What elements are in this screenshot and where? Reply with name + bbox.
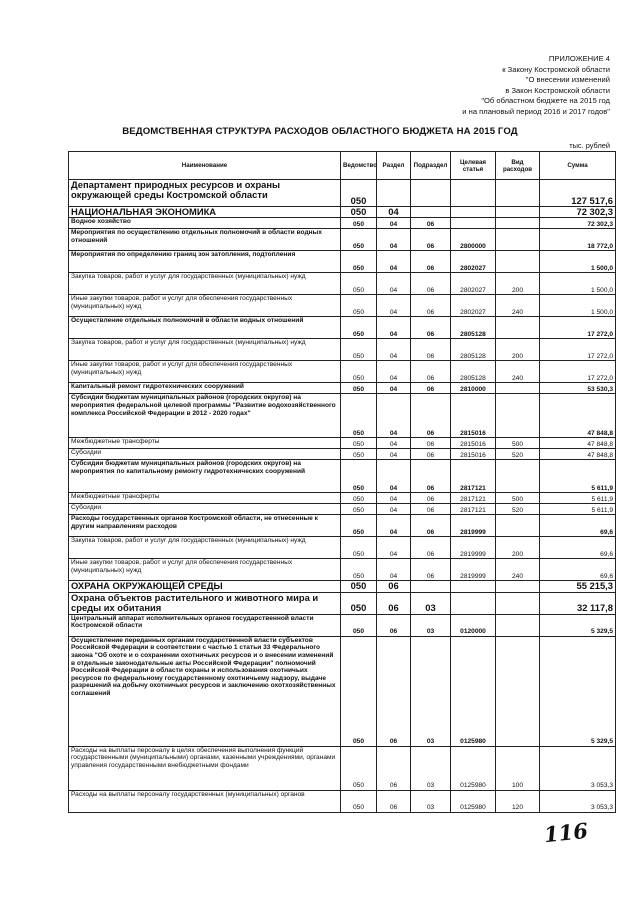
- cell-target-article: 2805128: [451, 361, 496, 383]
- cell-name: Субсидии: [69, 504, 341, 515]
- col-header-department: Ведомство: [341, 152, 377, 180]
- cell-target-article: 2817121: [451, 493, 496, 504]
- cell-department: 050: [341, 559, 377, 581]
- cell-subsection: 06: [411, 339, 451, 361]
- cell-subsection: 06: [411, 273, 451, 295]
- cell-section: 04: [377, 229, 411, 251]
- table-row: [69, 361, 616, 383]
- cell-subsection: 06: [411, 504, 451, 515]
- cell-target-article: 2802027: [451, 251, 496, 273]
- header-line: и на плановый период 2016 и 2017 годов": [462, 106, 610, 116]
- table-row: [69, 295, 616, 317]
- table-row: [69, 218, 616, 229]
- table-row: [69, 207, 616, 218]
- units-label: тыс. рублей: [569, 141, 610, 150]
- cell-department: 050: [341, 515, 377, 537]
- cell-section: 06: [377, 746, 411, 790]
- table-body: [69, 180, 616, 813]
- cell-name: Расходы на выплаты персоналу государственных (муниципальных) органов: [69, 790, 341, 812]
- cell-target-article: [451, 207, 496, 218]
- cell-section: [377, 180, 411, 207]
- cell-sum: 1 500,0: [540, 251, 616, 273]
- cell-target-article: 2800000: [451, 229, 496, 251]
- table-row: [69, 460, 616, 493]
- cell-target-article: 2819999: [451, 559, 496, 581]
- cell-sum: 1 500,0: [540, 295, 616, 317]
- cell-subsection: 06: [411, 559, 451, 581]
- cell-expense-type: [496, 460, 540, 493]
- col-header-expense-type: Вид расходов: [496, 152, 540, 180]
- cell-subsection: 06: [411, 229, 451, 251]
- cell-sum: 72 302,3: [540, 218, 616, 229]
- table-row: [69, 493, 616, 504]
- cell-sum: 1 500,0: [540, 273, 616, 295]
- cell-name: Департамент природных ресурсов и охраны окружающей среды Костромской области: [69, 180, 341, 207]
- cell-department: 050: [341, 229, 377, 251]
- cell-expense-type: 500: [496, 438, 540, 449]
- cell-subsection: 06: [411, 449, 451, 460]
- header-line: "О внесении изменений: [525, 75, 610, 85]
- cell-subsection: 03: [411, 592, 451, 614]
- cell-expense-type: [496, 581, 540, 592]
- cell-expense-type: 520: [496, 449, 540, 460]
- cell-target-article: 0125980: [451, 636, 496, 746]
- cell-expense-type: [496, 218, 540, 229]
- cell-department: 050: [341, 273, 377, 295]
- table-row: [69, 592, 616, 614]
- cell-target-article: 2810000: [451, 383, 496, 394]
- cell-target-article: 0120000: [451, 614, 496, 636]
- cell-expense-type: [496, 636, 540, 746]
- cell-sum: 53 530,3: [540, 383, 616, 394]
- cell-sum: 5 611,9: [540, 460, 616, 493]
- cell-expense-type: 200: [496, 273, 540, 295]
- cell-name: Субсидии бюджетам муниципальных районов (городских округов) на мероприятия федеральной целевой программы "Развитие водохозяйственного комплекса Российской Федерации в 2012 - 2020 годах": [69, 394, 341, 438]
- cell-section: 06: [377, 592, 411, 614]
- cell-name: Расходы государственных органов Костромской области, не отнесенные к другим направлениям расходов: [69, 515, 341, 537]
- cell-target-article: 2815016: [451, 394, 496, 438]
- cell-name: Иные закупки товаров, работ и услуг для обеспечения государственных (муниципальных) нужд: [69, 559, 341, 581]
- cell-section: 04: [377, 295, 411, 317]
- cell-expense-type: 240: [496, 361, 540, 383]
- cell-section: 04: [377, 251, 411, 273]
- table-row: [69, 746, 616, 790]
- cell-sum: 47 848,8: [540, 394, 616, 438]
- cell-name: Центральный аппарат исполнительных органов государственной власти Костромской области: [69, 614, 341, 636]
- cell-name: Расходы на выплаты персоналу в целях обеспечения выполнения функций государственными (муниципальными) органами, казенными учреждениями, органами управления государственными внебюджетными фондами: [69, 746, 341, 790]
- cell-sum: 17 272,0: [540, 361, 616, 383]
- table-row: [69, 273, 616, 295]
- cell-name: Субсидии: [69, 449, 341, 460]
- document-header: [462, 54, 610, 118]
- cell-section: 04: [377, 449, 411, 460]
- cell-sum: 3 053,3: [540, 746, 616, 790]
- header-line: "Об областном бюджете на 2015 год: [481, 96, 610, 106]
- cell-department: 050: [341, 537, 377, 559]
- cell-section: 04: [377, 339, 411, 361]
- table-row: [69, 581, 616, 592]
- cell-target-article: 2802027: [451, 295, 496, 317]
- cell-subsection: 06: [411, 394, 451, 438]
- cell-department: 050: [341, 339, 377, 361]
- cell-sum: 127 517,6: [540, 180, 616, 207]
- cell-department: 050: [341, 504, 377, 515]
- cell-section: 04: [377, 504, 411, 515]
- cell-sum: 55 215,3: [540, 581, 616, 592]
- table-row: [69, 559, 616, 581]
- table-row: [69, 339, 616, 361]
- cell-subsection: 03: [411, 636, 451, 746]
- cell-expense-type: [496, 251, 540, 273]
- col-header-section: Раздел: [377, 152, 411, 180]
- cell-name: Иные закупки товаров, работ и услуг для обеспечения государственных (муниципальных) нужд: [69, 361, 341, 383]
- cell-subsection: 03: [411, 746, 451, 790]
- cell-subsection: 06: [411, 515, 451, 537]
- cell-expense-type: 520: [496, 504, 540, 515]
- budget-table: [68, 151, 616, 813]
- cell-sum: 17 272,0: [540, 339, 616, 361]
- cell-subsection: 03: [411, 614, 451, 636]
- cell-name: Закупка товаров, работ и услуг для государственных (муниципальных) нужд: [69, 537, 341, 559]
- cell-expense-type: [496, 592, 540, 614]
- cell-name: ОХРАНА ОКРУЖАЮЩЕЙ СРЕДЫ: [69, 581, 341, 592]
- col-header-target-article: Целевая статья: [451, 152, 496, 180]
- col-header-sum: Сумма: [540, 152, 616, 180]
- cell-name: Охрана объектов растительного и животного мира и среды их обитания: [69, 592, 341, 614]
- cell-target-article: [451, 592, 496, 614]
- cell-department: 050: [341, 207, 377, 218]
- table-row: [69, 438, 616, 449]
- cell-department: 050: [341, 592, 377, 614]
- cell-expense-type: 240: [496, 295, 540, 317]
- cell-expense-type: [496, 614, 540, 636]
- cell-department: 050: [341, 614, 377, 636]
- cell-target-article: 2815016: [451, 449, 496, 460]
- cell-sum: 17 272,0: [540, 317, 616, 339]
- cell-section: 04: [377, 493, 411, 504]
- cell-department: 050: [341, 460, 377, 493]
- cell-sum: 5 611,9: [540, 493, 616, 504]
- cell-name: Осуществление отдельных полномочий в области водных отношений: [69, 317, 341, 339]
- cell-subsection: 06: [411, 438, 451, 449]
- cell-expense-type: 200: [496, 339, 540, 361]
- cell-sum: 5 611,9: [540, 504, 616, 515]
- col-header-subsection: Подраздел: [411, 152, 451, 180]
- cell-department: 050: [341, 218, 377, 229]
- cell-sum: 72 302,3: [540, 207, 616, 218]
- cell-department: 050: [341, 746, 377, 790]
- cell-target-article: 2819999: [451, 537, 496, 559]
- cell-expense-type: [496, 515, 540, 537]
- cell-section: 04: [377, 537, 411, 559]
- cell-section: 06: [377, 581, 411, 592]
- cell-subsection: 06: [411, 383, 451, 394]
- cell-target-article: 2815016: [451, 438, 496, 449]
- cell-name: Мероприятия по осуществлению отдельных полномочий в области водных отношений: [69, 229, 341, 251]
- cell-sum: 69,6: [540, 515, 616, 537]
- table-row: [69, 504, 616, 515]
- cell-name: НАЦИОНАЛЬНАЯ ЭКОНОМИКА: [69, 207, 341, 218]
- cell-department: 050: [341, 317, 377, 339]
- table-row: [69, 614, 616, 636]
- table-row: [69, 790, 616, 812]
- cell-target-article: 2802027: [451, 273, 496, 295]
- cell-section: 04: [377, 438, 411, 449]
- cell-name: Иные закупки товаров, работ и услуг для обеспечения государственных (муниципальных) нужд: [69, 295, 341, 317]
- cell-subsection: [411, 180, 451, 207]
- page-number: 116: [542, 817, 590, 848]
- cell-section: 04: [377, 273, 411, 295]
- cell-department: 050: [341, 493, 377, 504]
- cell-section: 04: [377, 207, 411, 218]
- header-line: в Закон Костромской области: [505, 85, 610, 95]
- cell-sum: 5 329,5: [540, 636, 616, 746]
- table-row: [69, 251, 616, 273]
- cell-department: 050: [341, 180, 377, 207]
- cell-target-article: 0125980: [451, 790, 496, 812]
- cell-department: 050: [341, 581, 377, 592]
- col-header-name: Наименование: [69, 152, 341, 180]
- cell-name: Мероприятия по определению границ зон затопления, подтопления: [69, 251, 341, 273]
- cell-section: 06: [377, 790, 411, 812]
- cell-department: 050: [341, 251, 377, 273]
- cell-name: Межбюджетные трансферты: [69, 438, 341, 449]
- cell-name: Закупка товаров, работ и услуг для государственных (муниципальных) нужд: [69, 339, 341, 361]
- cell-department: 050: [341, 361, 377, 383]
- cell-section: 04: [377, 383, 411, 394]
- cell-subsection: 06: [411, 251, 451, 273]
- cell-department: 050: [341, 295, 377, 317]
- cell-section: 06: [377, 636, 411, 746]
- cell-subsection: [411, 581, 451, 592]
- cell-expense-type: [496, 383, 540, 394]
- cell-target-article: 0125980: [451, 746, 496, 790]
- cell-name: Водное хозяйство: [69, 218, 341, 229]
- cell-target-article: [451, 180, 496, 207]
- cell-section: 04: [377, 317, 411, 339]
- cell-department: 050: [341, 790, 377, 812]
- cell-target-article: [451, 218, 496, 229]
- cell-name: Закупка товаров, работ и услуг для государственных (муниципальных) нужд: [69, 273, 341, 295]
- cell-expense-type: 200: [496, 537, 540, 559]
- cell-section: 04: [377, 460, 411, 493]
- table-row: [69, 317, 616, 339]
- table-row: [69, 636, 616, 746]
- cell-target-article: 2819999: [451, 515, 496, 537]
- cell-expense-type: 240: [496, 559, 540, 581]
- cell-expense-type: 100: [496, 746, 540, 790]
- cell-department: 050: [341, 438, 377, 449]
- document-title: ВЕДОМСТВЕННАЯ СТРУКТУРА РАСХОДОВ ОБЛАСТНОГО БЮДЖЕТА НА 2015 ГОД: [122, 126, 518, 137]
- cell-subsection: 06: [411, 493, 451, 504]
- table-row: [69, 537, 616, 559]
- cell-department: 050: [341, 636, 377, 746]
- cell-target-article: 2805128: [451, 317, 496, 339]
- cell-target-article: 2817121: [451, 460, 496, 493]
- cell-subsection: 06: [411, 317, 451, 339]
- cell-section: 04: [377, 394, 411, 438]
- cell-expense-type: [496, 229, 540, 251]
- table-row: [69, 394, 616, 438]
- cell-department: 050: [341, 394, 377, 438]
- cell-target-article: [451, 581, 496, 592]
- cell-section: 04: [377, 361, 411, 383]
- cell-subsection: [411, 207, 451, 218]
- header-line: к Закону Костромской области: [502, 64, 610, 74]
- cell-section: 04: [377, 559, 411, 581]
- cell-name: Капитальный ремонт гидротехнических сооружений: [69, 383, 341, 394]
- table-row: [69, 449, 616, 460]
- cell-sum: 18 772,0: [540, 229, 616, 251]
- cell-sum: 5 329,5: [540, 614, 616, 636]
- cell-sum: 3 053,3: [540, 790, 616, 812]
- cell-target-article: 2817121: [451, 504, 496, 515]
- cell-subsection: 06: [411, 361, 451, 383]
- cell-subsection: 06: [411, 218, 451, 229]
- cell-section: 04: [377, 515, 411, 537]
- header-line: ПРИЛОЖЕНИЕ 4: [548, 54, 610, 63]
- cell-name: Межбюджетные трансферты: [69, 493, 341, 504]
- cell-sum: 69,6: [540, 537, 616, 559]
- cell-section: 04: [377, 218, 411, 229]
- cell-expense-type: [496, 394, 540, 438]
- table-header-row: [69, 152, 616, 180]
- cell-subsection: 06: [411, 460, 451, 493]
- cell-expense-type: [496, 317, 540, 339]
- cell-name: Осуществление переданных органам государственной власти субъектов Российской Федерации в соответствии с частью 1 статьи 33 Федерального закона "Об охоте и о сохранении охотничьих ресурсов и о внесении изменений в отдельные законодательные акты Российской Федерации" полномочий Российской Федерации в области охраны и использования охотничьих ресурсов по федеральному государственному охотничьему надзору, выдаче разрешений на добычу охотничьих ресурсов и заключению охотхозяйственных соглашений: [69, 636, 341, 746]
- cell-subsection: 06: [411, 295, 451, 317]
- cell-sum: 47 848,8: [540, 438, 616, 449]
- table-row: [69, 515, 616, 537]
- table-row: [69, 180, 616, 207]
- cell-name: Субсидии бюджетам муниципальных районов (городских округов) на мероприятия по капитальному ремонту гидротехнических сооружений: [69, 460, 341, 493]
- cell-subsection: 06: [411, 537, 451, 559]
- cell-sum: 32 117,8: [540, 592, 616, 614]
- cell-target-article: 2805128: [451, 339, 496, 361]
- table-row: [69, 229, 616, 251]
- cell-department: 050: [341, 449, 377, 460]
- cell-expense-type: [496, 180, 540, 207]
- cell-expense-type: [496, 207, 540, 218]
- cell-sum: 47 848,8: [540, 449, 616, 460]
- cell-subsection: 03: [411, 790, 451, 812]
- cell-sum: 69,6: [540, 559, 616, 581]
- cell-expense-type: 120: [496, 790, 540, 812]
- cell-section: 06: [377, 614, 411, 636]
- cell-department: 050: [341, 383, 377, 394]
- table-row: [69, 383, 616, 394]
- cell-expense-type: 500: [496, 493, 540, 504]
